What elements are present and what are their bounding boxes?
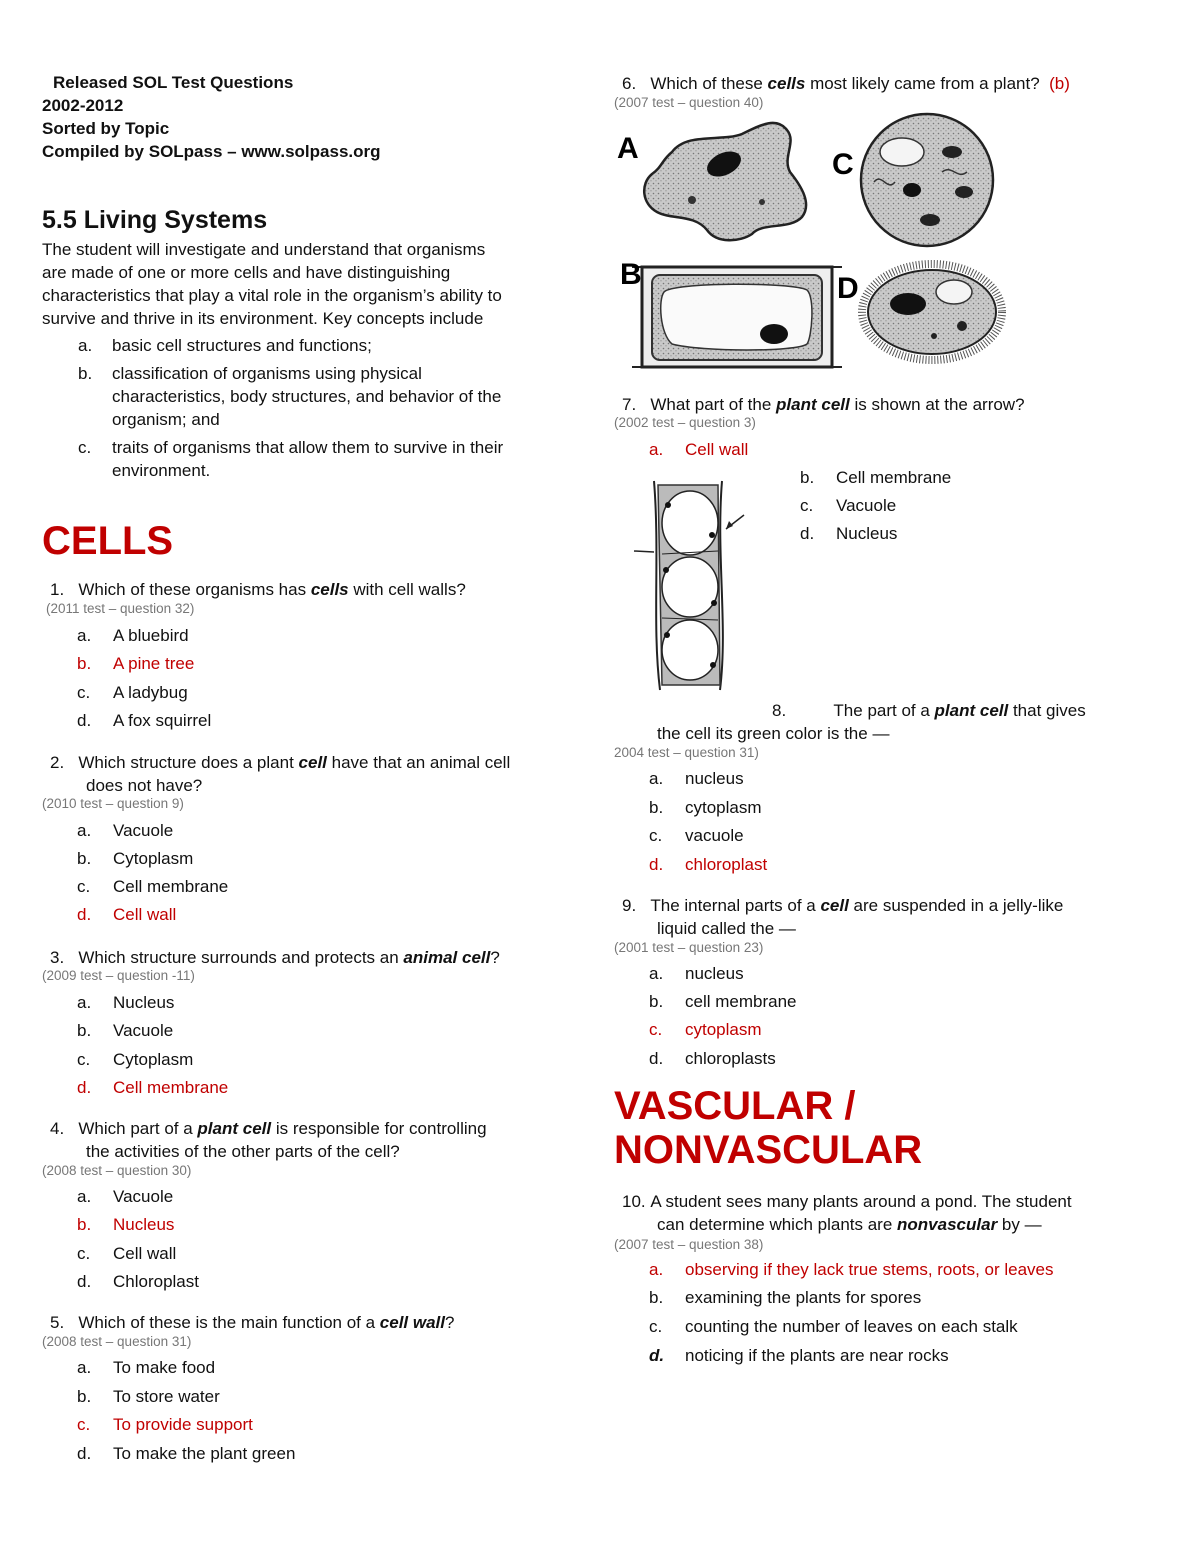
option-text: chloroplast [685, 855, 768, 874]
question-2 [50, 751, 510, 774]
option-letter: c. [77, 877, 91, 896]
question-text: are suspended in a jelly-like [848, 896, 1064, 915]
option-letter: c. [77, 683, 91, 702]
question-source: (2008 test – question 31) [42, 1334, 192, 1349]
header-line-2: 2002-2012 [42, 96, 124, 115]
option [77, 1050, 193, 1070]
option-letter: c. [800, 496, 814, 515]
question-text: Which of these is the main function of a [78, 1313, 380, 1332]
question-text: can determine which plants are [657, 1215, 898, 1234]
option-text: Vacuole [113, 1187, 174, 1206]
option-text: Cell membrane [113, 877, 229, 896]
question-emphasis: plant cell [776, 395, 850, 414]
standard-intro-line: are made of one or more cells and have distinguishing [42, 263, 451, 282]
option-correct [77, 905, 176, 925]
cell-b [632, 267, 842, 367]
option [649, 1346, 949, 1366]
option-letter: a. [77, 993, 92, 1012]
section-heading-nonvascular: NONVASCULAR [614, 1128, 923, 1172]
option-text: To provide support [113, 1415, 253, 1434]
standard-item-text: classification of organisms using physical [112, 364, 422, 383]
question-7 [622, 393, 1025, 416]
question-source: (2009 test – question -11) [42, 968, 195, 983]
cell-label-c: C [832, 148, 854, 181]
option-text: cytoplasm [685, 798, 762, 817]
cell-label-a: A [617, 132, 639, 165]
option-correct [77, 1078, 228, 1098]
question-source: (2002 test – question 3) [614, 415, 756, 430]
header-line-3: Sorted by Topic [42, 119, 170, 138]
option-letter: a. [77, 821, 92, 840]
question-text: most likely came from a plant? [805, 74, 1040, 93]
option-letter: d. [649, 1049, 664, 1068]
question-number: 7. [622, 395, 637, 414]
option-letter: c. [77, 1415, 91, 1434]
option-text: noticing if the plants are near rocks [685, 1346, 949, 1365]
question-source: (2010 test – question 9) [42, 796, 184, 811]
question-emphasis: cells [310, 580, 349, 599]
option [77, 711, 211, 731]
question-text: by — [997, 1215, 1042, 1234]
question-number: 8. [772, 701, 787, 720]
cell-c [861, 114, 993, 246]
question-text-line2: the cell its green color is the — [657, 724, 890, 743]
question-emphasis: cell [298, 753, 327, 772]
option-letter: b. [77, 654, 92, 673]
option [77, 1358, 215, 1378]
option-letter: d. [77, 1078, 92, 1097]
option-text: Chloroplast [113, 1272, 199, 1291]
question-text: What part of the [650, 395, 777, 414]
question-number: 2. [50, 753, 65, 772]
question-text: The internal parts of a [650, 896, 821, 915]
question-4 [50, 1117, 487, 1140]
option-text: To make food [113, 1358, 216, 1377]
option [77, 877, 228, 897]
option-letter: d. [649, 855, 664, 874]
option-text: To store water [113, 1387, 220, 1406]
option-text: Nucleus [113, 1215, 175, 1234]
question-text: Which structure surrounds and protects an [78, 948, 404, 967]
plant-cell-diagram [632, 475, 757, 695]
cell-label-d: D [837, 272, 859, 305]
question-text: is shown at the arrow? [849, 395, 1025, 414]
option-letter: c. [77, 1244, 91, 1263]
option-correct [77, 1215, 174, 1235]
standard-item-text: environment. [112, 461, 211, 480]
option-letter: d. [800, 524, 815, 543]
cell-diagram [612, 112, 1012, 374]
option-letter: d. [77, 1272, 92, 1291]
question-emphasis: plant cell [934, 701, 1009, 720]
option-text: cell membrane [685, 992, 797, 1011]
standard-item-text: traits of organisms that allow them to survive in their [112, 438, 504, 457]
option-text: counting the number of leaves on each stalk [685, 1317, 1018, 1336]
standard-item-letter: a. [78, 336, 93, 355]
option [649, 1049, 776, 1069]
option-text: observing if they lack true stems, roots, or leaves [685, 1260, 1054, 1279]
option-letter: a. [77, 1358, 92, 1377]
option-letter: b. [649, 1288, 664, 1307]
question-emphasis: plant cell [197, 1119, 272, 1138]
option-correct [649, 1020, 762, 1040]
question-9 [622, 894, 1063, 917]
question-number: 4. [50, 1119, 65, 1138]
question-source: (2001 test – question 23) [614, 940, 764, 955]
option-text: To make the plant green [113, 1444, 296, 1463]
option-letter: d. [77, 905, 92, 924]
cell-a [644, 123, 806, 240]
question-text: ? [490, 948, 500, 967]
option-correct [649, 440, 748, 460]
option [77, 1272, 199, 1292]
cell-label-b: B [620, 258, 642, 291]
question-text: Which of these organisms has [78, 580, 311, 599]
question-text-line2 [657, 1213, 1042, 1236]
question-text: is responsible for controlling [271, 1119, 487, 1138]
option-text: nucleus [685, 964, 744, 983]
option-text: examining the plants for spores [685, 1288, 922, 1307]
question-8 [772, 699, 1086, 722]
question-emphasis: cells [767, 74, 806, 93]
option [649, 769, 744, 789]
option [77, 1021, 173, 1041]
option-text: A fox squirrel [113, 711, 212, 730]
option [649, 826, 744, 846]
option-text: cytoplasm [685, 1020, 762, 1039]
option-letter: b. [77, 1021, 92, 1040]
option-letter: a. [649, 769, 664, 788]
option-letter: c. [77, 1050, 91, 1069]
option-text: Cell wall [685, 440, 749, 459]
question-number: 3. [50, 948, 65, 967]
option-text: vacuole [685, 826, 744, 845]
option-letter: c. [649, 826, 663, 845]
question-text: Which part of a [78, 1119, 198, 1138]
option-text: Vacuole [113, 1021, 174, 1040]
standard-intro-line: characteristics that play a vital role in the organism’s ability to [42, 286, 502, 305]
option-letter: c. [649, 1317, 663, 1336]
option-letter: a. [77, 1187, 92, 1206]
option-text: Cell wall [113, 1244, 177, 1263]
option [649, 964, 744, 984]
option-letter: b. [800, 468, 815, 487]
question-text: Which structure does a plant [78, 753, 299, 772]
option [77, 1187, 173, 1207]
question-text: have that an animal cell [326, 753, 511, 772]
option-text: Cytoplasm [113, 1050, 194, 1069]
question-3 [50, 946, 500, 969]
cell-d [862, 264, 1002, 360]
standard-item-text: basic cell structures and functions; [112, 336, 372, 355]
option-text: chloroplasts [685, 1049, 776, 1068]
option-text: A bluebird [113, 626, 189, 645]
question-source: (2007 test – question 40) [614, 95, 764, 110]
option-letter: a. [649, 440, 664, 459]
option-letter: a. [649, 964, 664, 983]
option [800, 496, 896, 516]
option [77, 1387, 220, 1407]
question-text-line2: liquid called the — [657, 919, 796, 938]
option [77, 1444, 295, 1464]
question-number: 1. [50, 580, 65, 599]
option-letter: a. [649, 1260, 664, 1279]
question-source: (2007 test – question 38) [614, 1237, 764, 1252]
question-emphasis: cell [820, 896, 849, 915]
option-letter: b. [649, 992, 664, 1011]
question-text-line2: the activities of the other parts of the cell? [86, 1142, 400, 1161]
question-5 [50, 1311, 454, 1334]
question-1 [50, 578, 466, 601]
question-source: 2004 test – question 31) [614, 745, 759, 760]
option-text: Cytoplasm [113, 849, 194, 868]
option-text: nucleus [685, 769, 744, 788]
option-text: Nucleus [836, 524, 898, 543]
question-text-line2: does not have? [86, 776, 203, 795]
option-letter: b. [77, 849, 92, 868]
question-10 [622, 1190, 1072, 1213]
option-correct [77, 1415, 253, 1435]
option [649, 1288, 921, 1308]
option-letter: b. [77, 1215, 92, 1234]
option [77, 626, 189, 646]
question-text: with cell walls? [348, 580, 466, 599]
option [77, 1244, 176, 1264]
arrow-head-icon [726, 521, 733, 529]
question-number: 6. [622, 74, 637, 93]
question-emphasis: animal cell [403, 948, 491, 967]
option [800, 468, 951, 488]
question-source: (2008 test – question 30) [42, 1163, 192, 1178]
option [649, 1317, 1018, 1337]
section-heading-vascular: VASCULAR / [614, 1084, 856, 1128]
question-emphasis: cell wall [379, 1313, 445, 1332]
option-letter: d. [77, 1444, 92, 1463]
option [649, 798, 762, 818]
standard-title: 5.5 Living Systems [42, 206, 268, 234]
answer-key: (b) [1049, 74, 1070, 93]
option-text: Vacuole [836, 496, 897, 515]
option [77, 993, 174, 1013]
option [77, 821, 173, 841]
standard-item-text: characteristics, body structures, and behavior of the [112, 387, 502, 406]
option-text: A pine tree [113, 654, 195, 673]
option [800, 524, 897, 544]
option-text: A ladybug [113, 683, 188, 702]
option-letter: b. [77, 1387, 92, 1406]
standard-item-text: organism; and [112, 410, 220, 429]
question-text: that gives [1008, 701, 1086, 720]
question-text: A student sees many plants around a pond. The student [650, 1192, 1072, 1211]
option [77, 849, 193, 869]
option-text: Cell wall [113, 905, 177, 924]
question-source: (2011 test – question 32) [46, 601, 195, 616]
question-emphasis: nonvascular [897, 1215, 998, 1234]
standard-item-letter: b. [78, 364, 93, 383]
option-correct [649, 1260, 1054, 1280]
option-letter: d. [649, 1346, 665, 1365]
standard-item-letter: c. [78, 438, 92, 457]
option [77, 683, 188, 703]
question-text: ? [445, 1313, 455, 1332]
option-text: Cell membrane [836, 468, 952, 487]
option-letter: c. [649, 1020, 663, 1039]
question-text: Which of these [650, 74, 768, 93]
option-text: Vacuole [113, 821, 174, 840]
header-line-4: Compiled by SOLpass – www.solpass.org [42, 142, 381, 161]
question-number: 10. [622, 1192, 646, 1211]
option-letter: a. [77, 626, 92, 645]
option-letter: d. [77, 711, 92, 730]
standard-intro-line: survive and thrive in its environment. Key concepts include [42, 309, 484, 328]
option-correct [77, 654, 194, 674]
question-6 [622, 72, 1070, 95]
standard-intro-line: The student will investigate and understand that organisms [42, 240, 486, 259]
option [649, 992, 797, 1012]
option-correct [649, 855, 767, 875]
option-letter: b. [649, 798, 664, 817]
option-text: Nucleus [113, 993, 175, 1012]
question-number: 9. [622, 896, 637, 915]
question-text: The part of a [833, 701, 935, 720]
question-number: 5. [50, 1313, 65, 1332]
option-text: Cell membrane [113, 1078, 229, 1097]
header-line-1: Released SOL Test Questions [53, 73, 294, 92]
section-heading-cells: CELLS [42, 519, 174, 563]
